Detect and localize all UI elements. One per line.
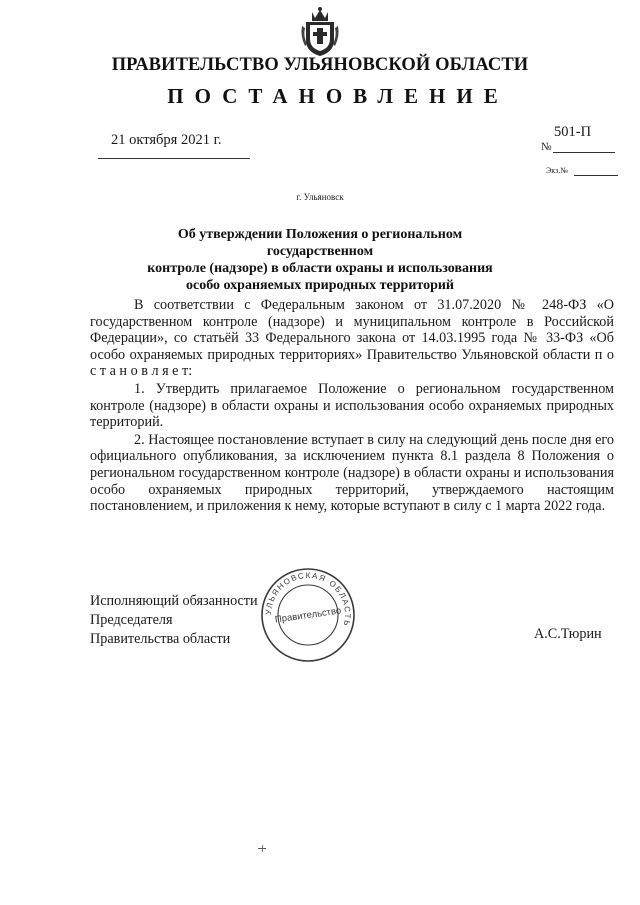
official-seal-stamp [259,566,357,664]
seal-center-text: Правительство [274,605,342,626]
document-subject [130,226,510,294]
document-number: 501-П [554,124,592,140]
subject-line-2: контроле (надзоре) в области охраны и использования [147,261,493,276]
copy-number-underline [574,175,618,176]
scan-artifact-tick [262,845,263,852]
copy-number-label: Экз.№ [546,166,568,175]
signatory-line-2: Председателя [90,612,173,628]
number-sign: № [541,141,552,153]
date-underline [98,158,250,159]
subject-line-3: особо охраняемых природных территорий [185,278,454,293]
preamble-paragraph: В соответствии с Федеральным законом от 31.07.2020 № 248-ФЗ «О государственном контроле (надзоре) и муниципальном контроле в Российской Федерации», со статьёй 33 Федерального закона от 14.03.1995 года № 33-ФЗ «Об особо охраняемых природных территориях» Правительство Ульяновской области п о с т а н о в л я е т: [90,297,614,380]
coat-of-arms-emblem [300,6,340,58]
signatory-line-3: Правительства области [90,631,231,647]
city-name: г. Ульяновск [296,192,344,202]
seal-ring-text: УЛЬЯНОВСКАЯ ОБЛАСТЬ [263,570,353,629]
signatory-line-1: Исполняющий обязанности [90,593,258,609]
item-2-paragraph: 2. Настоящее постановление вступает в силу на следующий день после дня его официального опубликования, за исключением пункта 8.1 раздела 8 Положения о региональном государственном контроле (надзоре) в области охраны и использования особо охраняемых природных территорий, утверждаемого настоящим постановлением, и приложения к нему, которые вступают в силу с 1 марта 2022 года. [90,431,614,515]
subject-line-1: Об утверждении Положения о региональном государственном [177,227,463,259]
item-1-paragraph: 1. Утвердить прилагаемое Положение о региональном государственном контроле (надзоре) в области охраны и использования особо охраняемых природных территорий. [90,380,614,431]
signatory-position [90,592,258,649]
document-type-title: ПОСТАНОВЛЕНИЕ [167,84,509,108]
document-date: 21 октября 2021 г. [111,132,222,148]
number-underline [553,152,615,153]
document-body [90,297,614,516]
signatory-name: А.С.Тюрин [534,626,602,642]
government-title: ПРАВИТЕЛЬСТВО УЛЬЯНОВСКОЙ ОБЛАСТИ [111,55,529,75]
